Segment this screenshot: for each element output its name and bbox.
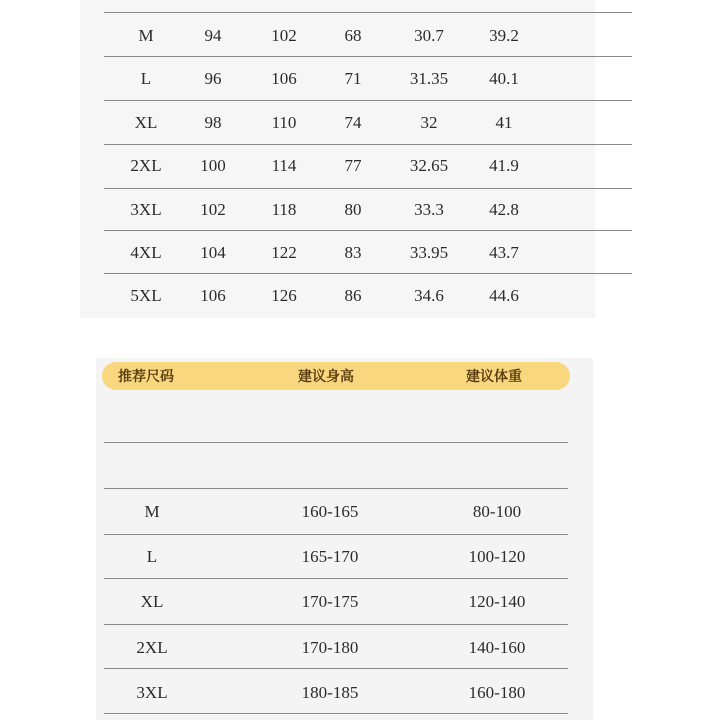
- table-divider: [104, 442, 568, 443]
- table-row: [80, 238, 595, 268]
- measure-cell: 39.2: [489, 26, 519, 45]
- height-cell: 165-170: [301, 547, 359, 566]
- header-recommended-size: 推荐尺码: [118, 369, 174, 385]
- table-row: [80, 64, 595, 94]
- size-cell: XL: [134, 113, 158, 132]
- table-divider: [104, 144, 632, 145]
- measure-cell: 102: [200, 200, 226, 219]
- size-cell: M: [138, 26, 154, 45]
- measure-cell: 100: [200, 156, 226, 175]
- table-divider: [104, 56, 632, 57]
- height-cell: 170-175: [301, 592, 359, 611]
- table-row: [80, 281, 595, 311]
- table-divider: [104, 624, 568, 625]
- measure-cell: 118: [271, 200, 297, 219]
- measure-cell: 41: [495, 113, 513, 132]
- measure-cell: 33.3: [414, 200, 444, 219]
- table-row: [0, 542, 720, 572]
- measure-cell: 96: [204, 69, 222, 88]
- size-cell: XL: [140, 592, 164, 611]
- measure-cell: 43.7: [489, 243, 519, 262]
- size-cell: 3XL: [130, 200, 162, 219]
- weight-cell: 80-100: [472, 502, 522, 521]
- size-cell: L: [140, 69, 152, 88]
- header-suggested-height: 建议身高: [298, 369, 354, 385]
- measure-cell: 114: [271, 156, 297, 175]
- measure-cell: 31.35: [409, 69, 449, 88]
- header-suggested-weight: 建议体重: [466, 369, 522, 385]
- table-divider: [104, 100, 632, 101]
- measure-cell: 104: [200, 243, 226, 262]
- measure-cell: 102: [271, 26, 297, 45]
- table-row: [0, 497, 720, 527]
- measure-cell: 106: [271, 69, 297, 88]
- size-cell: 2XL: [136, 638, 168, 657]
- table-row: [0, 678, 720, 708]
- measure-cell: 98: [204, 113, 222, 132]
- measure-cell: 68: [344, 26, 362, 45]
- measure-cell: 122: [271, 243, 297, 262]
- measure-cell: 32: [420, 113, 438, 132]
- table-divider: [104, 188, 632, 189]
- table-divider: [104, 534, 568, 535]
- measure-cell: 44.6: [489, 286, 519, 305]
- table-row: [80, 21, 595, 51]
- table-row: [80, 151, 595, 181]
- table-divider: [104, 488, 568, 489]
- measure-cell: 77: [344, 156, 362, 175]
- measure-cell: 94: [204, 26, 222, 45]
- measure-cell: 30.7: [414, 26, 444, 45]
- measure-cell: 110: [271, 113, 297, 132]
- measure-cell: 71: [344, 69, 362, 88]
- size-cell: 5XL: [130, 286, 162, 305]
- recommendation-panel: [96, 358, 593, 720]
- measure-cell: 33.95: [409, 243, 449, 262]
- table-divider: [104, 273, 632, 274]
- weight-cell: 100-120: [468, 547, 526, 566]
- table-divider: [104, 713, 568, 714]
- measure-cell: 126: [271, 286, 297, 305]
- table-row: [80, 108, 595, 138]
- table-divider: [104, 12, 632, 13]
- table-row: [0, 633, 720, 663]
- measure-cell: 80: [344, 200, 362, 219]
- weight-cell: 140-160: [468, 638, 526, 657]
- measure-cell: 83: [344, 243, 362, 262]
- measure-cell: 40.1: [489, 69, 519, 88]
- weight-cell: 120-140: [468, 592, 526, 611]
- size-chart-panel: [80, 0, 595, 318]
- size-cell: 3XL: [136, 683, 168, 702]
- table-divider: [104, 578, 568, 579]
- weight-cell: 160-180: [468, 683, 526, 702]
- size-cell: 4XL: [130, 243, 162, 262]
- measure-cell: 106: [200, 286, 226, 305]
- height-cell: 180-185: [301, 683, 359, 702]
- measure-cell: 74: [344, 113, 362, 132]
- table-divider: [104, 668, 568, 669]
- height-cell: 170-180: [301, 638, 359, 657]
- size-cell: L: [146, 547, 158, 566]
- size-cell: M: [144, 502, 160, 521]
- measure-cell: 32.65: [409, 156, 449, 175]
- table-row: [80, 195, 595, 225]
- measure-cell: 42.8: [489, 200, 519, 219]
- measure-cell: 86: [344, 286, 362, 305]
- size-cell: 2XL: [130, 156, 162, 175]
- measure-cell: 34.6: [414, 286, 444, 305]
- table-divider: [104, 230, 632, 231]
- table-row: [0, 587, 720, 617]
- height-cell: 160-165: [301, 502, 359, 521]
- measure-cell: 41.9: [489, 156, 519, 175]
